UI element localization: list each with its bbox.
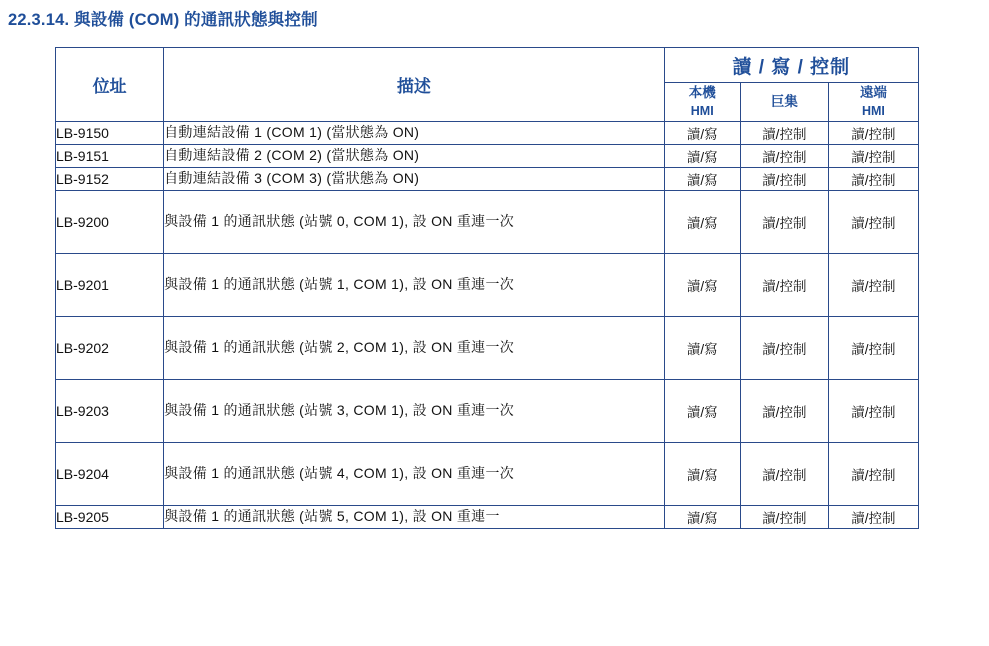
table-row — [56, 122, 919, 145]
cell-macro: 讀/控制 — [740, 254, 828, 317]
column-header-address: 位址 — [56, 48, 164, 122]
cell-description: 自動連結設備 3 (COM 3) (當狀態為 ON) — [164, 168, 665, 191]
cell-address: LB-9152 — [56, 168, 164, 191]
table-row — [56, 168, 919, 191]
table-row — [56, 191, 919, 254]
cell-remote-hmi: 讀/控制 — [828, 506, 918, 529]
table-body — [56, 122, 919, 529]
cell-macro: 讀/控制 — [740, 317, 828, 380]
cell-address: LB-9200 — [56, 191, 164, 254]
cell-remote-hmi: 讀/控制 — [828, 443, 918, 506]
register-table — [55, 47, 919, 529]
table-header — [56, 48, 919, 122]
cell-description: 與設備 1 的通訊狀態 (站號 3, COM 1), 設 ON 重連一次 — [164, 380, 665, 443]
cell-address: LB-9205 — [56, 506, 164, 529]
cell-local-hmi: 讀/寫 — [664, 254, 740, 317]
column-header-remote-hmi-line1: 遠端 — [859, 85, 887, 101]
cell-remote-hmi: 讀/控制 — [828, 168, 918, 191]
cell-macro: 讀/控制 — [740, 380, 828, 443]
cell-address: LB-9150 — [56, 122, 164, 145]
cell-local-hmi: 讀/寫 — [664, 317, 740, 380]
column-header-local-hmi — [664, 83, 740, 122]
cell-local-hmi: 讀/寫 — [664, 168, 740, 191]
table-row — [56, 317, 919, 380]
cell-description: 與設備 1 的通訊狀態 (站號 1, COM 1), 設 ON 重連一次 — [164, 254, 665, 317]
column-header-local-hmi-line2: HMI — [690, 103, 714, 118]
cell-address: LB-9151 — [56, 145, 164, 168]
table-row — [56, 145, 919, 168]
cell-address: LB-9204 — [56, 443, 164, 506]
column-group-header-read-write-control: 讀 / 寫 / 控制 — [664, 48, 918, 83]
page-title: 22.3.14. 與設備 (COM) 的通訊狀態與控制 — [8, 11, 318, 29]
cell-description: 與設備 1 的通訊狀態 (站號 5, COM 1), 設 ON 重連一 — [164, 506, 665, 529]
cell-remote-hmi: 讀/控制 — [828, 254, 918, 317]
cell-description: 自動連結設備 1 (COM 1) (當狀態為 ON) — [164, 122, 665, 145]
cell-macro: 讀/控制 — [740, 506, 828, 529]
cell-local-hmi: 讀/寫 — [664, 191, 740, 254]
cell-remote-hmi: 讀/控制 — [828, 191, 918, 254]
column-header-description: 描述 — [164, 48, 665, 122]
cell-address: LB-9203 — [56, 380, 164, 443]
cell-address: LB-9201 — [56, 254, 164, 317]
table-row — [56, 443, 919, 506]
table-header-row-top — [56, 48, 919, 83]
cell-remote-hmi: 讀/控制 — [828, 380, 918, 443]
column-header-remote-hmi — [828, 83, 918, 122]
cell-macro: 讀/控制 — [740, 191, 828, 254]
cell-local-hmi: 讀/寫 — [664, 380, 740, 443]
cell-local-hmi: 讀/寫 — [664, 506, 740, 529]
table-row — [56, 380, 919, 443]
table-row — [56, 506, 919, 529]
column-header-remote-hmi-line2: HMI — [861, 103, 885, 118]
cell-description: 與設備 1 的通訊狀態 (站號 2, COM 1), 設 ON 重連一次 — [164, 317, 665, 380]
cell-address: LB-9202 — [56, 317, 164, 380]
cell-remote-hmi: 讀/控制 — [828, 317, 918, 380]
register-table-container — [55, 47, 919, 529]
column-header-local-hmi-line1: 本機 — [688, 85, 716, 101]
cell-macro: 讀/控制 — [740, 122, 828, 145]
cell-description: 自動連結設備 2 (COM 2) (當狀態為 ON) — [164, 145, 665, 168]
cell-description: 與設備 1 的通訊狀態 (站號 4, COM 1), 設 ON 重連一次 — [164, 443, 665, 506]
cell-local-hmi: 讀/寫 — [664, 145, 740, 168]
cell-macro: 讀/控制 — [740, 443, 828, 506]
column-header-macro-label: 巨集 — [770, 93, 798, 109]
cell-macro: 讀/控制 — [740, 168, 828, 191]
cell-remote-hmi: 讀/控制 — [828, 145, 918, 168]
table-row — [56, 254, 919, 317]
cell-description: 與設備 1 的通訊狀態 (站號 0, COM 1), 設 ON 重連一次 — [164, 191, 665, 254]
cell-local-hmi: 讀/寫 — [664, 443, 740, 506]
cell-remote-hmi: 讀/控制 — [828, 122, 918, 145]
cell-macro: 讀/控制 — [740, 145, 828, 168]
column-header-macro — [740, 83, 828, 122]
cell-local-hmi: 讀/寫 — [664, 122, 740, 145]
